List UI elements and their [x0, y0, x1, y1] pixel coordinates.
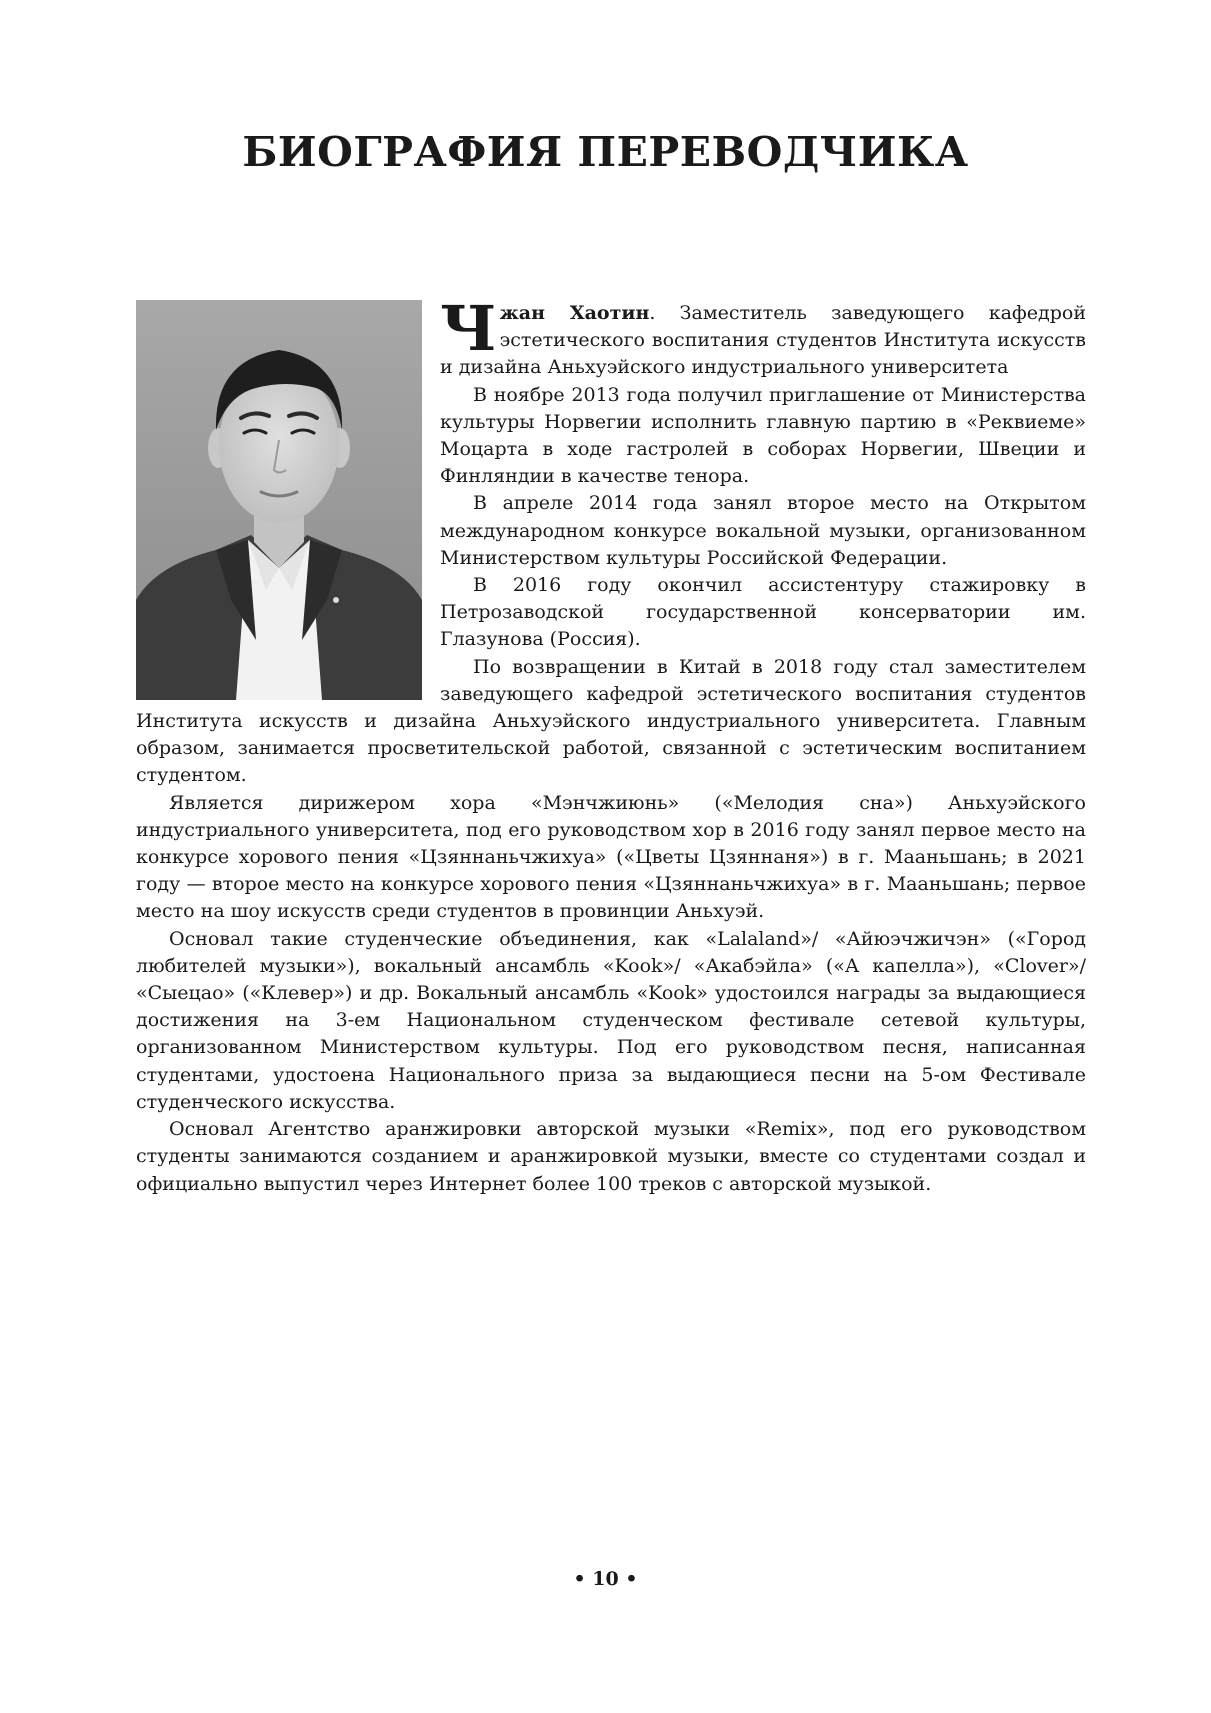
bio-paragraph: По возвращении в Китай в 2018 году стал заместителем заведующего кафедрой эстетического воспитания студентов Института искусств и дизайна Аньхуэйского индустриального университета. Главным образом, занимается просветительской работой, связанной с эстетическим воспитанием студентом.: [136, 655, 1086, 787]
bio-paragraph: Основал Агентство аранжировки авторской музыки «Remix», под его руководством студенты занимаются созданием и аранжировкой музыки, вместе со студентами создал и официально выпустил через Интернет более 100 треков с авторской музыкой.: [136, 1118, 1086, 1195]
intro-text: . Заместитель заведующего кафедрой эстетического воспитания студентов Института искусств и дизайна Аньхуэйского индустриального университета: [440, 302, 1087, 379]
bio-paragraph: В апреле 2014 года занял второе место на Открытом международном конкурсе вокальной музыки, организованном Министерством культуры Российской Федерации.: [440, 492, 1086, 569]
drop-cap: Ч: [440, 292, 497, 365]
bio-paragraph: В 2016 году окончил ассистентуру стажировку в Петрозаводской государственной консерватории им. Глазунова (Россия).: [440, 574, 1086, 651]
bio-paragraph: Основал такие студенческие объединения, как «Lalaland»/ «Айюэчжичэн» («Город любителей музыки»), вокальный ансамбль «Kook»/ «Акабэйла» («А капелла»), «Clover»/ «Сыецао» («Клевер») и др. Вокальный ансамбль «Kook» удостоился награды за выдающиеся достижения на 3-ем Национальном студенческом фестивале сетевой культуры, организованном Министерством культуры. Под его руководством песня, написанная студентами, удостоена Национального приза за выдающиеся песни на 5-ом Фестивале студенческого искусства.: [136, 927, 1086, 1113]
translator-name: жан Хаотин: [499, 302, 650, 324]
page-title: БИОГРАФИЯ ПЕРЕВОДЧИКА: [242, 128, 969, 176]
portrait-photo: [136, 300, 422, 700]
translator-portrait: [136, 300, 422, 700]
biography-text: [136, 292, 1087, 1198]
page-number: • 10 •: [573, 1568, 638, 1590]
bio-paragraph: Является дирижером хора «Мэнчжиюнь» («Мелодия сна») Аньхуэйского индустриального университета, под его руководством хор в 2016 году занял первое место на конкурсе хорового пения «Цзяннаньчжихуа» («Цветы Цзяннаня») в г. Мааньшань; в 2021 году — второе место на конкурсе хорового пения «Цзяннаньчжихуа» в г. Мааньшань; первое место на шоу искусств среди студентов в провинции Аньхуэй.: [136, 791, 1086, 923]
bio-paragraph: В ноябре 2013 года получил приглашение от Министерства культуры Норвегии исполнить главную партию в «Реквиеме» Моцарта в ходе гастролей в соборах Норвегии, Швеции и Финляндии в качестве тенора.: [440, 383, 1086, 488]
